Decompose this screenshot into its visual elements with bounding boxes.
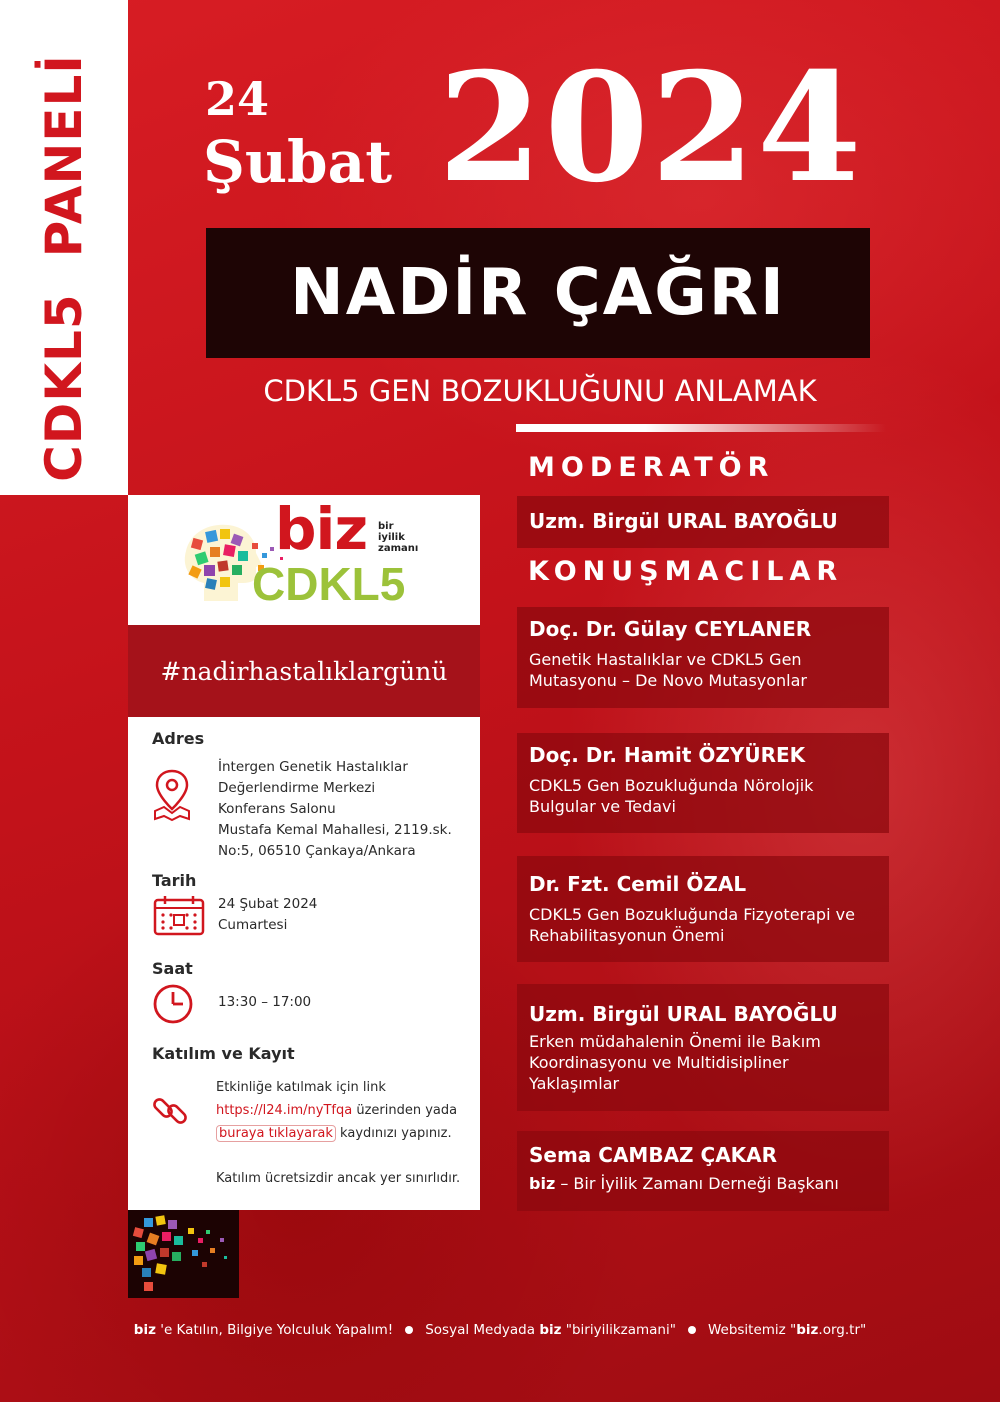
clock-icon [152,983,194,1025]
date-month: Şubat [203,128,392,196]
speaker-topic [529,904,877,946]
vertical-title-cdkl5: CDKL5 [35,293,93,482]
date-day: 24 [205,72,270,126]
moderator-name: Uzm. Birgül URAL BAYOĞLU [529,509,838,533]
address-label: Adres [152,729,205,748]
registration-line [216,1099,460,1122]
address-line: No:5, 06510 Çankaya/Ankara [218,843,416,859]
registration-note: Katılım ücretsizdir ancak yer sınırlıdır. [216,1171,461,1186]
event-info-box [128,717,480,1210]
registration-line: Etkinliğe katılmak için link [216,1080,386,1095]
speaker-topic [529,1031,877,1094]
moderator-card [517,496,889,548]
speaker-name: Uzm. Birgül URAL BAYOĞLU [529,1002,838,1026]
speaker-topic-line: CDKL5 Gen Bozukluğunda Fizyoterapi ve [529,905,855,924]
date-line: Cumartesi [218,917,288,933]
footer-social-handle: "biriyilikzamani" [561,1322,676,1338]
footer-biz-bold: biz [133,1322,156,1338]
speaker-topic-line: Bulgular ve Tedavi [529,797,676,816]
time-label: Saat [152,959,193,978]
event-subtitle: CDKL5 GEN BOZUKLUĞUNU ANLAMAK [263,374,817,408]
vertical-title-paneli: PANELİ [35,54,93,258]
footer-text-1: 'e Katılın, Bilgiye Yolculuk Yapalım! [155,1322,394,1338]
time-text: 13:30 – 17:00 [218,994,312,1010]
footer-separator [405,1326,413,1334]
logo-tag-zamani: zamanı [378,543,419,554]
speaker-topic [529,775,877,817]
speaker-topic-rest: – Bir İyilik Zamanı Derneği Başkanı [555,1174,839,1193]
calendar-icon [152,895,206,937]
address-line: Değerlendirme Merkezi [218,780,376,796]
hashtag-bar [128,625,480,717]
registration-after-link: üzerinden yada [352,1103,458,1118]
registration-click-here-link[interactable]: buraya tıklayarak [216,1125,336,1142]
address-line: Mustafa Kemal Mahallesi, 2119.sk. [218,822,452,838]
event-title: NADİR ÇAĞRI [290,256,786,330]
speaker-card-5 [517,1131,889,1211]
speaker-topic-line: CDKL5 Gen Bozukluğunda Nörolojik [529,776,814,795]
corner-head-logo [128,1210,239,1298]
date-year: 2024 [438,40,864,216]
footer-separator [688,1326,696,1334]
logo-tag-bir: bir [378,521,394,532]
speaker-card-3 [517,856,889,962]
speaker-topic [529,1173,877,1194]
footer-biz-bold: biz [539,1322,562,1338]
biz-cdkl5-logo [128,495,480,625]
speaker-name: Sema CAMBAZ ÇAKAR [529,1143,778,1167]
speaker-topic-line: Rehabilitasyonun Önemi [529,926,725,945]
footer-website[interactable]: .org.tr" [818,1322,867,1338]
registration-label: Katılım ve Kayıt [152,1044,295,1063]
address-line: Konferans Salonu [218,801,336,817]
address-text [218,757,452,862]
logo-tag-iyilik: iyilik [378,532,405,543]
speakers-heading: KONUŞMACILAR [528,556,844,587]
event-title-box [206,228,870,358]
registration-text [216,1076,460,1190]
logo-cdkl5: CDKL5 [252,558,406,610]
location-pin-icon [152,767,192,823]
vertical-title [35,54,93,482]
footer-text-3: Websitemiz " [707,1322,797,1338]
subtitle-underline [516,424,886,432]
speaker-topic [529,649,877,691]
address-line: İntergen Genetik Hastalıklar [218,759,408,775]
head-mosaic-icon [128,1210,239,1298]
speaker-card-1 [517,607,889,708]
speaker-topic-line: Koordinasyonu ve Multidisipliner [529,1053,789,1072]
speaker-topic-bold: biz [529,1174,556,1193]
footer-biz-bold: biz [796,1322,819,1338]
speaker-topic-line: Mutasyonu – De Novo Mutasyonlar [529,671,808,690]
link-chain-icon [150,1091,190,1131]
registration-after-button: kaydınızı yapınız. [335,1126,452,1141]
date-text [218,894,317,936]
speaker-card-2 [517,733,889,833]
moderator-heading: MODERATÖR [528,452,775,483]
speaker-card-4 [517,984,889,1111]
footer [0,1322,1000,1338]
speaker-name: Doç. Dr. Gülay CEYLANER [529,617,812,641]
speaker-name: Dr. Fzt. Cemil ÖZAL [529,872,747,896]
logo-biz: biz [275,495,368,563]
logo-tagline [378,521,418,554]
speaker-topic-line: Yaklaşımlar [529,1074,620,1093]
speaker-topic-line: Erken müdahalenin Önemi ile Bakım [529,1032,821,1051]
speaker-name: Doç. Dr. Hamit ÖZYÜREK [529,743,806,767]
registration-url-link[interactable]: https://l24.im/nyTfqa [216,1103,353,1118]
date-label: Tarih [152,871,197,890]
footer-text-2: Sosyal Medyada [425,1322,540,1338]
date-line: 24 Şubat 2024 [218,896,318,912]
speaker-topic-line: Genetik Hastalıklar ve CDKL5 Gen [529,650,802,669]
hashtag: #nadirhastalıklargünü [160,656,448,686]
registration-line [216,1122,460,1145]
